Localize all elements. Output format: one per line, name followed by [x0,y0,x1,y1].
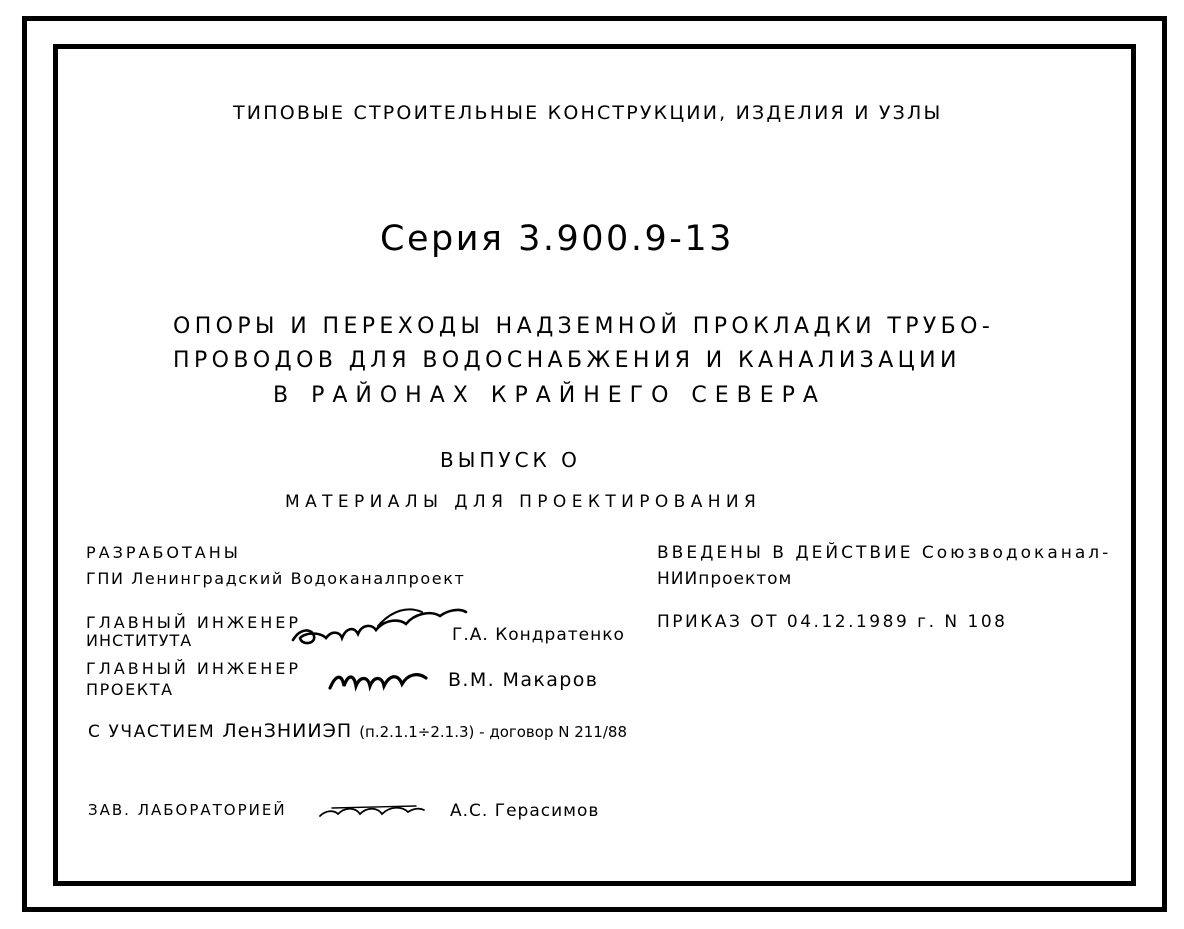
name-kondratenko: Г.А. Кондратенко [452,625,625,645]
developer-organization: ГПИ Ленинградский Водоканалпроект [86,569,466,588]
order-reference: ПРИКАЗ ОТ 04.12.1989 г. N 108 [657,612,1008,632]
introduced-line-1: ВВЕДЕНЫ В ДЕЙСТВИЕ Союзводоканал- [657,543,1112,563]
header-title: ТИПОВЫЕ СТРОИТЕЛЬНЫЕ КОНСТРУКЦИИ, ИЗДЕЛИЯ И УЗЛЫ [233,102,943,124]
issue-number: ВЫПУСК О [440,448,581,472]
inner-border [53,44,1136,886]
developed-label: РАЗРАБОТАНЫ [86,543,241,562]
chief-engineer-project-label-1: ГЛАВНЫЙ ИНЖЕНЕР [86,659,302,678]
collaboration-organization: ЛенЗНИИЭП [222,720,353,742]
collaboration-reference: (п.2.1.1÷2.1.3) - договор N 211/88 [359,723,627,741]
name-makarov: В.М. Макаров [448,669,599,691]
chief-engineer-project-label-2: ПРОЕКТА [86,680,174,699]
chief-engineer-institute-label-2: ИНСТИТУТА [86,631,193,650]
introduced-line-2: НИИпроектом [657,569,793,589]
signature-makarov [326,664,430,696]
chief-engineer-institute-label-1: ГЛАВНЫЙ ИНЖЕНЕР [86,613,302,632]
series-number: Серия 3.900.9-13 [380,219,734,259]
document-title-line-1: ОПОРЫ И ПЕРЕХОДЫ НАДЗЕМНОЙ ПРОКЛАДКИ ТРУБО- [173,314,995,339]
name-gerasimov: А.С. Герасимов [450,801,600,821]
collaboration-prefix: С УЧАСТИЕМ [88,722,216,742]
signature-kondratenko [288,598,473,650]
document-title-line-3: В РАЙОНАХ КРАЙНЕГО СЕВЕРА [273,383,826,408]
lab-head-label: ЗАВ. ЛАБОРАТОРИЕЙ [88,801,287,819]
materials-subtitle: МАТЕРИАЛЫ ДЛЯ ПРОЕКТИРОВАНИЯ [285,492,762,512]
document-title-line-2: ПРОВОДОВ ДЛЯ ВОДОСНАБЖЕНИЯ И КАНАЛИЗАЦИИ [173,348,961,373]
signature-gerasimov [316,798,428,824]
collaboration-line [88,722,627,741]
